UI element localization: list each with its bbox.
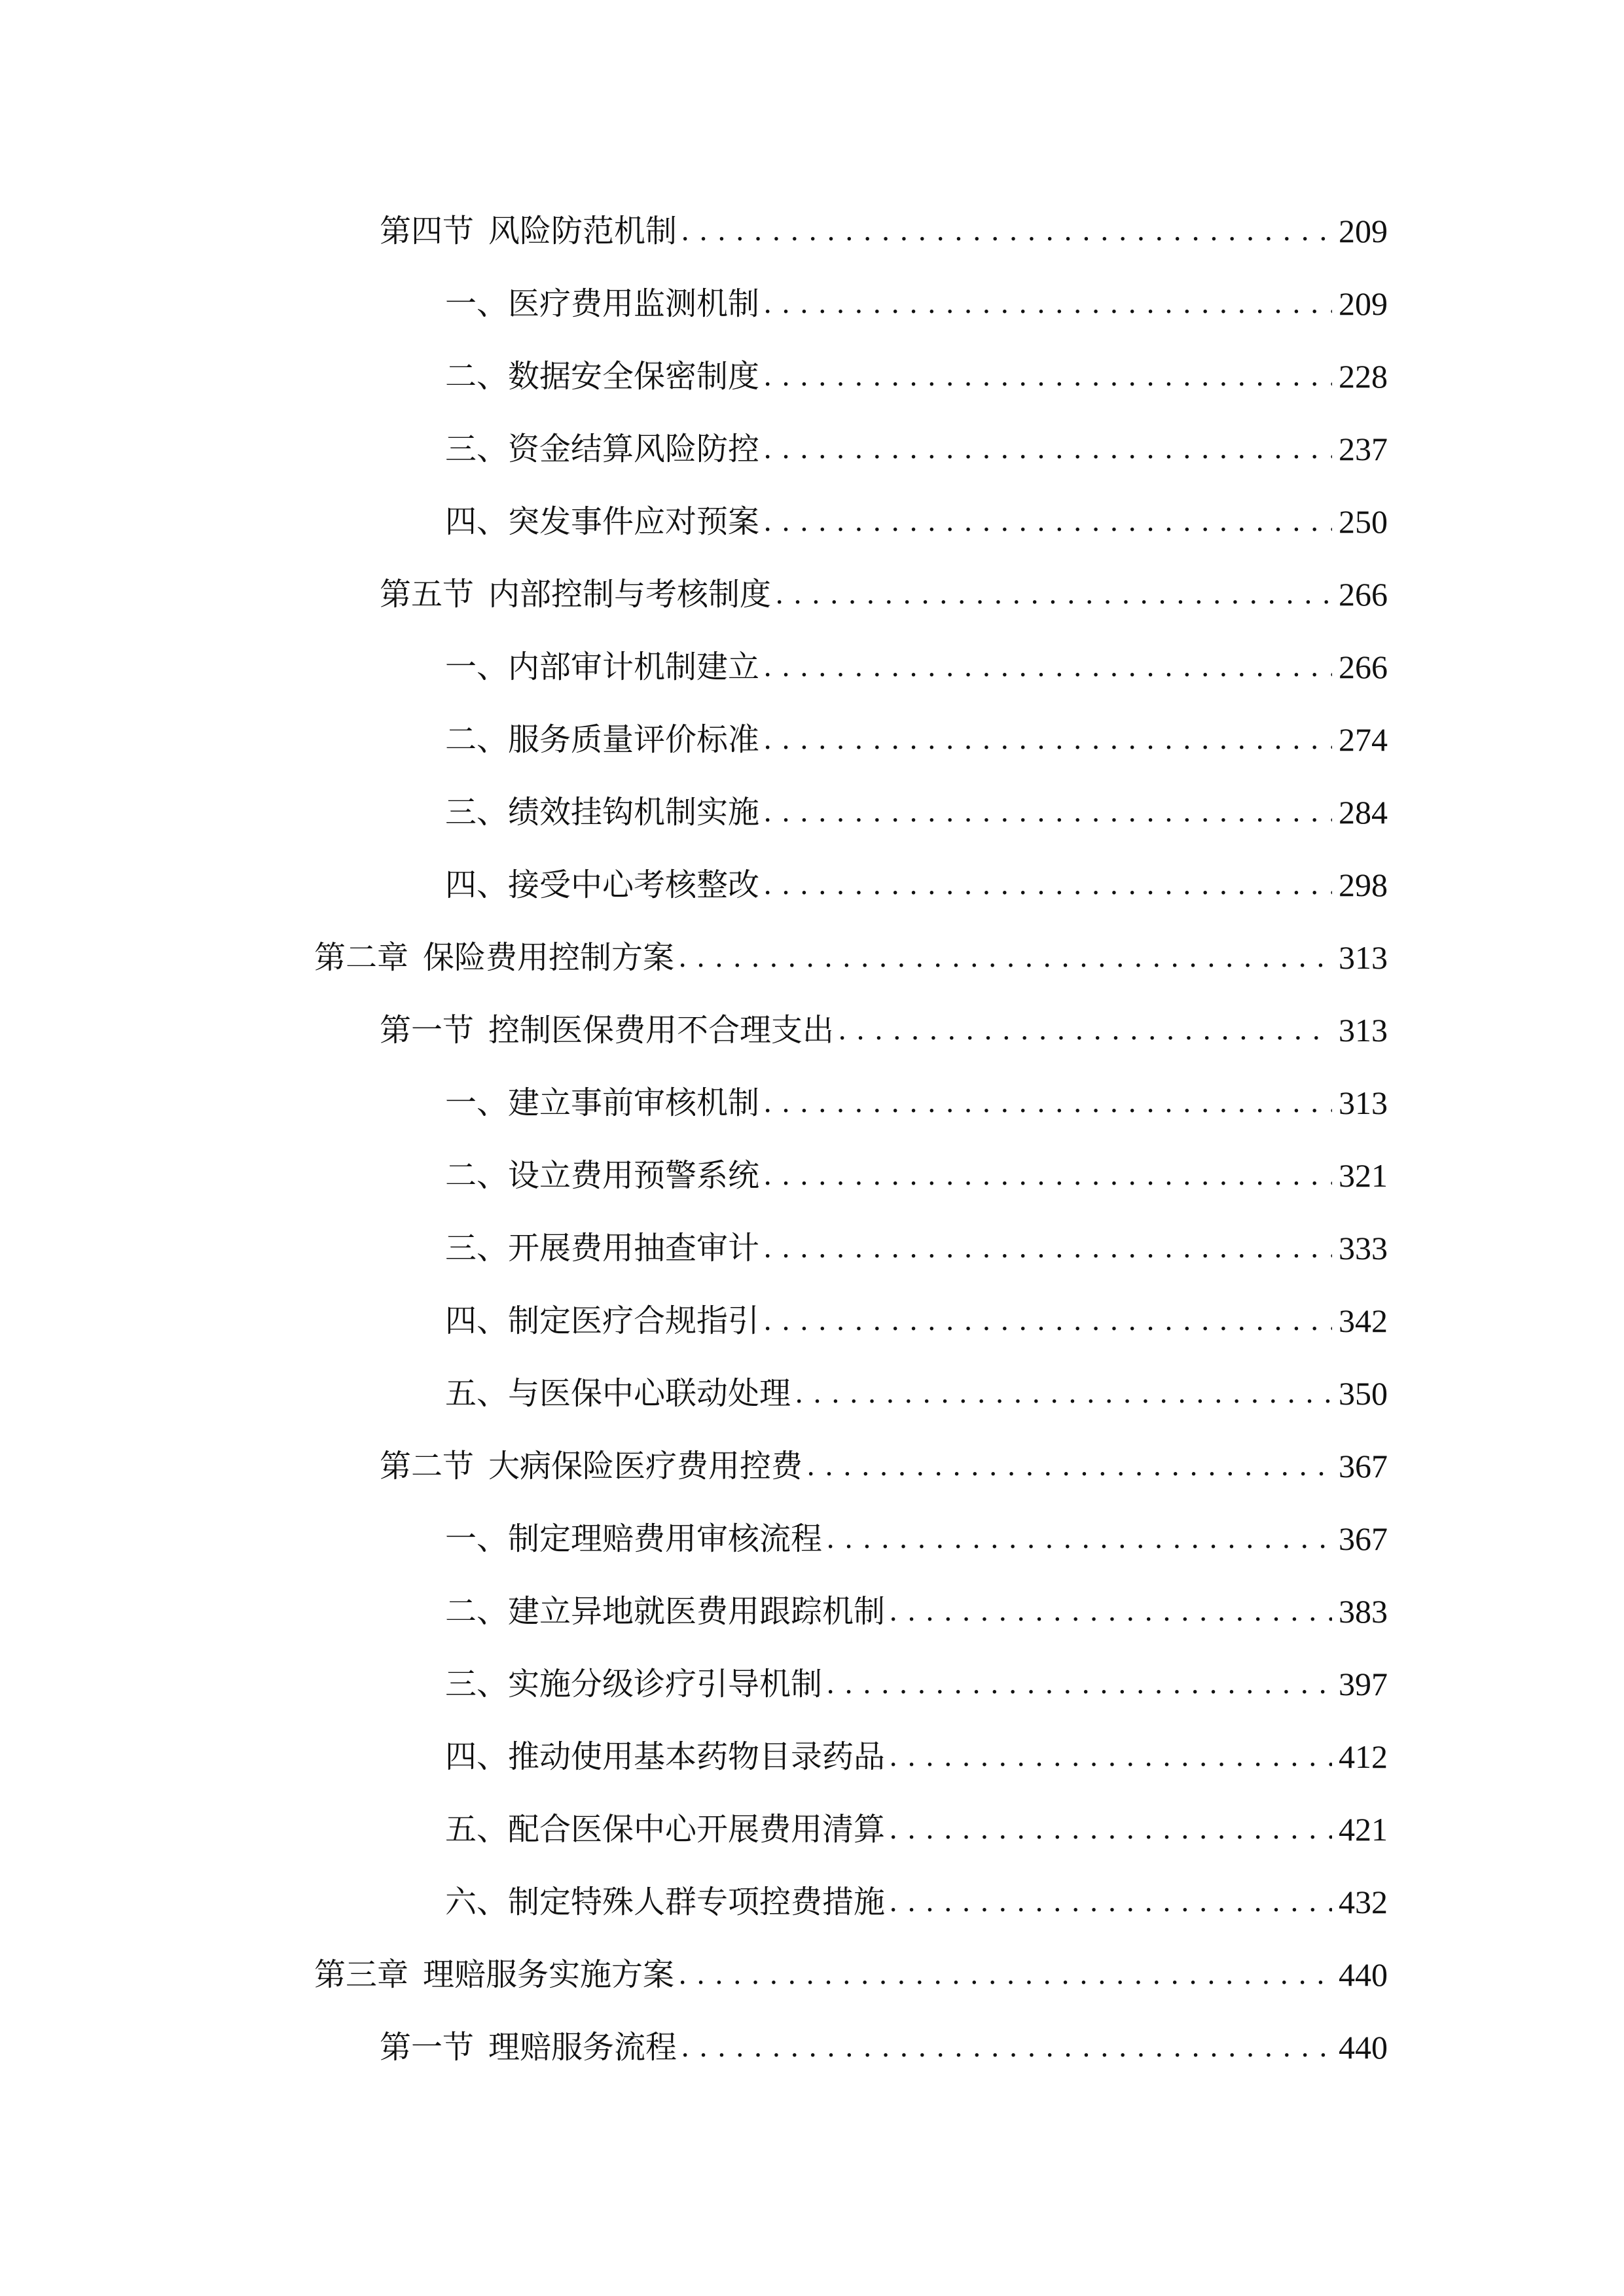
toc-entry-section[interactable] bbox=[380, 208, 1388, 254]
dot-leader bbox=[763, 717, 1332, 762]
entry-title: 制定理赔费用审核流程 bbox=[508, 1520, 823, 1557]
dot-leader bbox=[795, 1371, 1332, 1416]
page-number: 383 bbox=[1339, 1593, 1388, 1630]
toc-entry-item[interactable] bbox=[445, 353, 1388, 399]
dot-leader bbox=[763, 1225, 1332, 1271]
page-number: 397 bbox=[1339, 1666, 1388, 1702]
dot-leader bbox=[763, 499, 1332, 545]
entry-title: 与医保中心联动处理 bbox=[508, 1375, 791, 1412]
page-number: 313 bbox=[1339, 1012, 1388, 1049]
page-number: 284 bbox=[1339, 794, 1388, 831]
toc-entry-chapter[interactable] bbox=[314, 1952, 1388, 1998]
toc-entry-item[interactable] bbox=[445, 1661, 1388, 1707]
entry-prefix: 三、 bbox=[445, 1230, 509, 1266]
dot-leader bbox=[681, 208, 1332, 254]
entry-title: 服务质量评价标准 bbox=[508, 721, 760, 758]
toc-entry-item[interactable] bbox=[445, 1298, 1388, 1344]
toc-entry-item[interactable] bbox=[445, 426, 1388, 472]
page-number: 432 bbox=[1339, 1884, 1388, 1920]
entry-prefix: 二、 bbox=[445, 358, 509, 395]
entry-title: 实施分级诊疗引导机制 bbox=[508, 1666, 823, 1702]
toc-entry-item[interactable] bbox=[445, 1153, 1388, 1198]
entry-title: 建立异地就医费用跟踪机制 bbox=[508, 1593, 886, 1630]
entry-prefix: 第二节 bbox=[380, 1448, 475, 1484]
entry-prefix: 一、 bbox=[445, 285, 509, 322]
toc-entry-item[interactable] bbox=[445, 1371, 1388, 1416]
page-number: 228 bbox=[1339, 358, 1388, 395]
entry-prefix: 六、 bbox=[445, 1884, 509, 1920]
entry-title: 配合医保中心开展费用清算 bbox=[508, 1811, 886, 1848]
entry-title: 制定特殊人群专项控费措施 bbox=[508, 1884, 886, 1920]
dot-leader bbox=[826, 1516, 1332, 1562]
toc-entry-chapter[interactable] bbox=[314, 935, 1388, 980]
page-number: 342 bbox=[1339, 1302, 1388, 1339]
dot-leader bbox=[806, 1443, 1332, 1489]
page-number: 321 bbox=[1339, 1157, 1388, 1194]
toc-entry-section[interactable] bbox=[380, 1007, 1388, 1053]
entry-title: 控制医保费用不合理支出 bbox=[488, 1012, 835, 1049]
entry-prefix: 五、 bbox=[445, 1811, 509, 1848]
dot-leader bbox=[763, 862, 1332, 908]
toc-entry-item[interactable] bbox=[445, 1225, 1388, 1271]
toc-entry-section[interactable] bbox=[380, 571, 1388, 617]
dot-leader bbox=[763, 644, 1332, 690]
entry-title: 大病保险医疗费用控费 bbox=[488, 1448, 803, 1484]
toc-entry-section[interactable] bbox=[380, 2024, 1388, 2070]
page-number: 367 bbox=[1339, 1520, 1388, 1557]
page-number: 298 bbox=[1339, 867, 1388, 903]
entry-title: 设立费用预警系统 bbox=[508, 1157, 760, 1194]
dot-leader bbox=[889, 1734, 1332, 1780]
page-number: 412 bbox=[1339, 1738, 1388, 1775]
entry-prefix: 第一节 bbox=[380, 1012, 475, 1049]
page-number: 313 bbox=[1339, 1085, 1388, 1121]
toc-entry-item[interactable] bbox=[445, 281, 1388, 327]
page-number: 421 bbox=[1339, 1811, 1388, 1848]
entry-title: 理赔服务实施方案 bbox=[423, 1956, 675, 1993]
dot-leader bbox=[763, 1153, 1332, 1198]
entry-title: 内部审计机制建立 bbox=[508, 649, 760, 685]
entry-title: 风险防范机制 bbox=[488, 213, 677, 249]
entry-title: 开展费用抽查审计 bbox=[508, 1230, 760, 1266]
entry-prefix: 一、 bbox=[445, 1520, 509, 1557]
entry-title: 保险费用控制方案 bbox=[423, 939, 675, 976]
page-number: 367 bbox=[1339, 1448, 1388, 1484]
page-number: 350 bbox=[1339, 1375, 1388, 1412]
page-number: 333 bbox=[1339, 1230, 1388, 1266]
dot-leader bbox=[678, 935, 1332, 980]
dot-leader bbox=[678, 1952, 1332, 1998]
toc-entry-item[interactable] bbox=[445, 1588, 1388, 1634]
dot-leader bbox=[681, 2024, 1332, 2070]
dot-leader bbox=[826, 1661, 1332, 1707]
dot-leader bbox=[763, 426, 1332, 472]
toc-entry-item[interactable] bbox=[445, 644, 1388, 690]
toc-entry-item[interactable] bbox=[445, 717, 1388, 762]
toc-entry-item[interactable] bbox=[445, 1516, 1388, 1562]
page-number: 237 bbox=[1339, 431, 1388, 467]
page-number: 313 bbox=[1339, 939, 1388, 976]
dot-leader bbox=[889, 1588, 1332, 1634]
toc-entry-item[interactable] bbox=[445, 1879, 1388, 1925]
toc-entry-item[interactable] bbox=[445, 1806, 1388, 1852]
dot-leader bbox=[763, 281, 1332, 327]
page-number: 266 bbox=[1339, 576, 1388, 613]
dot-leader bbox=[763, 1298, 1332, 1344]
toc-entry-section[interactable] bbox=[380, 1443, 1388, 1489]
entry-title: 内部控制与考核制度 bbox=[488, 576, 772, 613]
entry-prefix: 三、 bbox=[445, 431, 509, 467]
entry-title: 建立事前审核机制 bbox=[508, 1085, 760, 1121]
entry-prefix: 一、 bbox=[445, 649, 509, 685]
page-number: 440 bbox=[1339, 2029, 1388, 2066]
entry-prefix: 第一节 bbox=[380, 2029, 475, 2066]
entry-title: 制定医疗合规指引 bbox=[508, 1302, 760, 1339]
entry-prefix: 四、 bbox=[445, 1738, 509, 1775]
page-number: 274 bbox=[1339, 721, 1388, 758]
entry-prefix: 四、 bbox=[445, 503, 509, 540]
entry-prefix: 第三章 bbox=[314, 1956, 409, 1993]
toc-entry-item[interactable] bbox=[445, 499, 1388, 545]
entry-prefix: 三、 bbox=[445, 1666, 509, 1702]
entry-title: 医疗费用监测机制 bbox=[508, 285, 760, 322]
toc-entry-item[interactable] bbox=[445, 1080, 1388, 1126]
entry-prefix: 二、 bbox=[445, 1593, 509, 1630]
entry-title: 接受中心考核整改 bbox=[508, 867, 760, 903]
entry-prefix: 第二章 bbox=[314, 939, 409, 976]
entry-prefix: 二、 bbox=[445, 721, 509, 758]
entry-prefix: 一、 bbox=[445, 1085, 509, 1121]
page-number: 250 bbox=[1339, 503, 1388, 540]
toc-entry-item[interactable] bbox=[445, 862, 1388, 908]
entry-prefix: 第四节 bbox=[380, 213, 475, 249]
entry-prefix: 三、 bbox=[445, 794, 509, 831]
entry-prefix: 四、 bbox=[445, 1302, 509, 1339]
entry-prefix: 四、 bbox=[445, 867, 509, 903]
dot-leader bbox=[763, 789, 1332, 835]
dot-leader bbox=[838, 1007, 1332, 1053]
entry-title: 资金结算风险防控 bbox=[508, 431, 760, 467]
entry-prefix: 第五节 bbox=[380, 576, 475, 613]
dot-leader bbox=[775, 571, 1332, 617]
toc-entry-item[interactable] bbox=[445, 789, 1388, 835]
page-number: 209 bbox=[1339, 285, 1388, 322]
page-number: 266 bbox=[1339, 649, 1388, 685]
entry-title: 推动使用基本药物目录药品 bbox=[508, 1738, 886, 1775]
entry-title: 理赔服务流程 bbox=[488, 2029, 677, 2066]
page-number: 209 bbox=[1339, 213, 1388, 249]
entry-prefix: 五、 bbox=[445, 1375, 509, 1412]
page-number: 440 bbox=[1339, 1956, 1388, 1993]
entry-title: 数据安全保密制度 bbox=[508, 358, 760, 395]
entry-title: 绩效挂钩机制实施 bbox=[508, 794, 760, 831]
dot-leader bbox=[763, 1080, 1332, 1126]
dot-leader bbox=[889, 1879, 1332, 1925]
dot-leader bbox=[889, 1806, 1332, 1852]
dot-leader bbox=[763, 353, 1332, 399]
toc-entry-item[interactable] bbox=[445, 1734, 1388, 1780]
entry-title: 突发事件应对预案 bbox=[508, 503, 760, 540]
entry-prefix: 二、 bbox=[445, 1157, 509, 1194]
